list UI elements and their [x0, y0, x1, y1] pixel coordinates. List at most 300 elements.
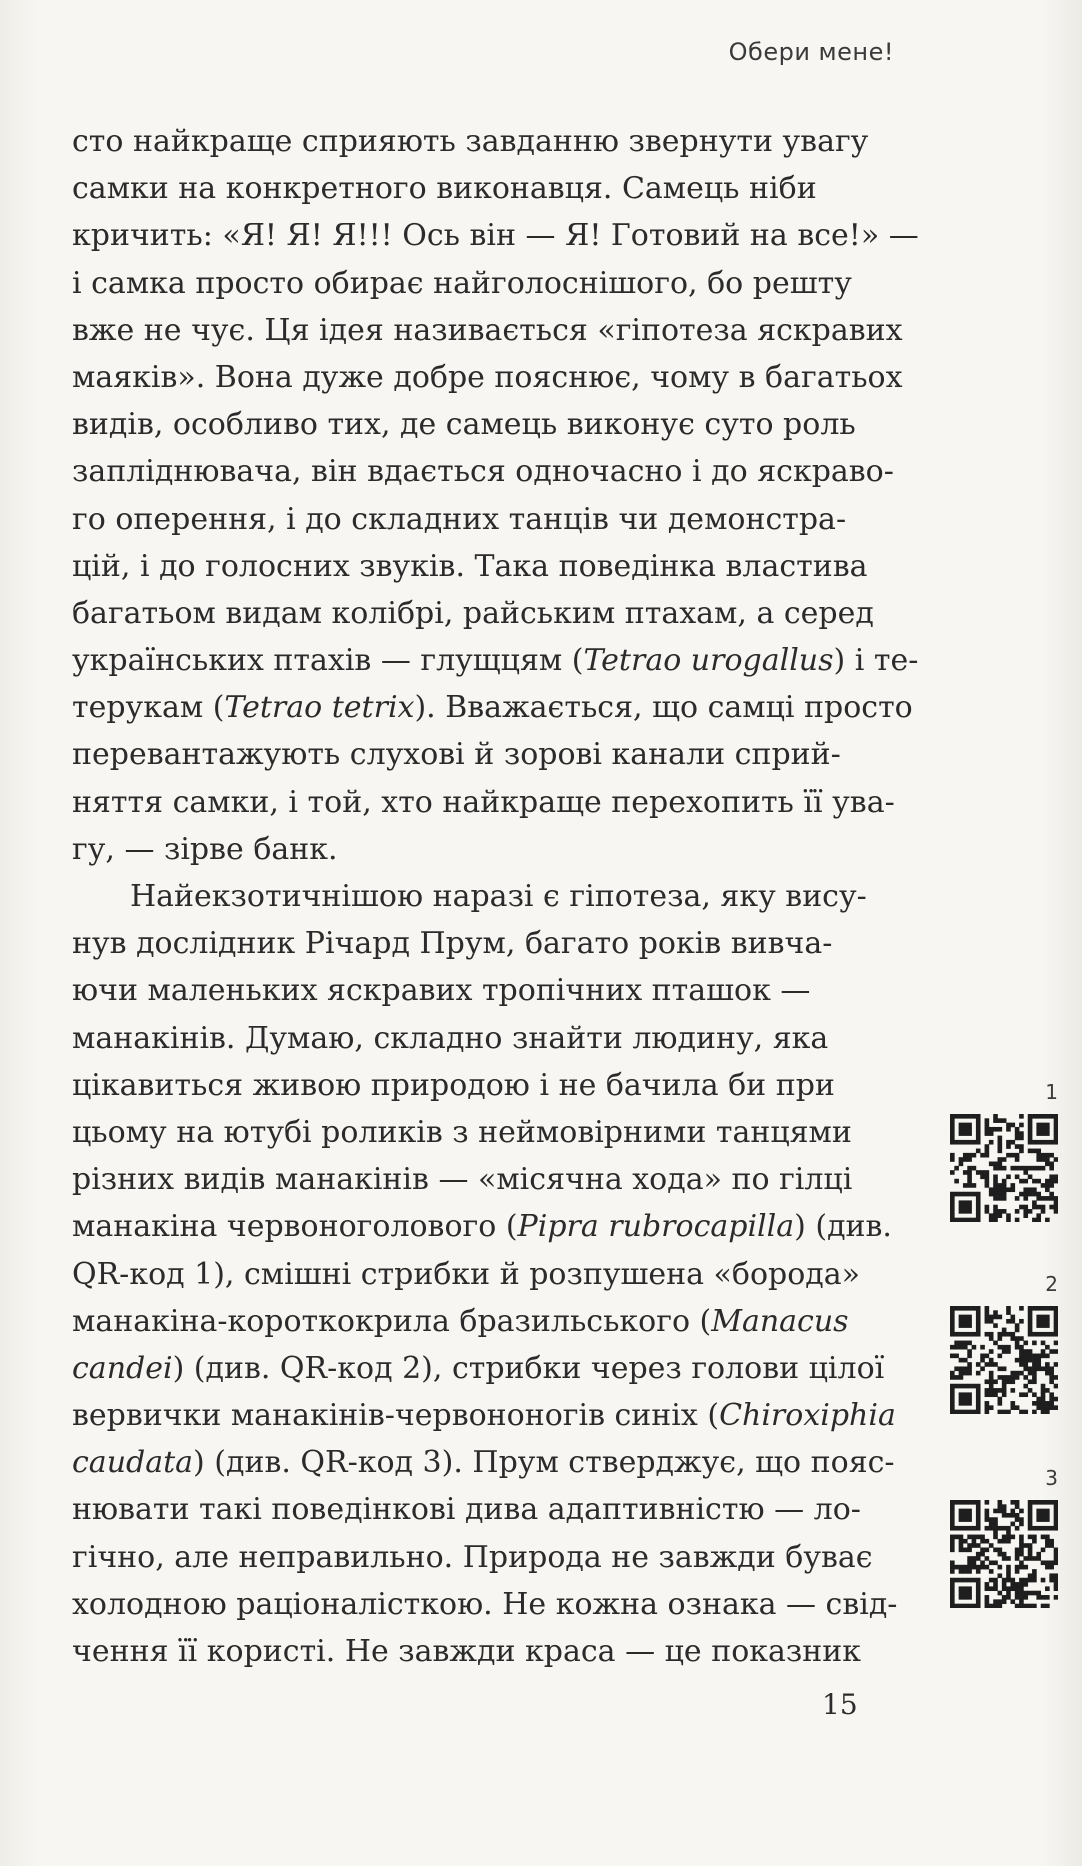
text-line: [72, 1486, 902, 1533]
qr-module: [950, 1522, 955, 1527]
qr-module: [1010, 1123, 1015, 1128]
qr-module: [976, 1591, 981, 1596]
text-line: [72, 826, 902, 873]
qr-module: [963, 1604, 968, 1608]
qr-module: [967, 1392, 972, 1397]
qr-module: [1028, 1388, 1033, 1393]
qr-module: [1049, 1565, 1054, 1570]
qr-module: [967, 1509, 972, 1514]
qr-module: [976, 1362, 981, 1367]
qr-module: [1041, 1560, 1046, 1565]
qr-module: [1045, 1196, 1050, 1201]
qr-module: [980, 1366, 985, 1371]
qr-module: [985, 1604, 990, 1608]
qr-module: [950, 1118, 955, 1123]
qr-module: [959, 1375, 964, 1380]
text-line: [72, 354, 902, 401]
text-line: [72, 590, 902, 637]
qr-module: [1041, 1595, 1046, 1600]
text-line: [72, 684, 913, 731]
qr-module: [1045, 1500, 1050, 1505]
qr-module: [959, 1315, 964, 1320]
qr-module: [1015, 1358, 1020, 1363]
qr-module: [976, 1118, 981, 1123]
qr-module: [959, 1140, 964, 1145]
qr-module: [972, 1604, 977, 1608]
qr-module: [1045, 1319, 1050, 1324]
qr-module: [1023, 1170, 1028, 1175]
text-span: вже не чує. Ця ідея називається «гіпотеза яскравих: [72, 312, 903, 348]
qr-module: [1028, 1573, 1033, 1578]
qr-module: [959, 1306, 964, 1311]
qr-module: [1019, 1192, 1024, 1197]
text-span: холодною раціоналісткою. Не кожна ознака — свід-: [72, 1586, 898, 1622]
qr-module: [959, 1192, 964, 1197]
qr-module: [972, 1539, 977, 1544]
qr-module: [1015, 1569, 1020, 1574]
qr-module: [989, 1392, 994, 1397]
qr-module: [950, 1218, 955, 1222]
qr-module: [1019, 1114, 1024, 1119]
qr-module: [1041, 1196, 1046, 1201]
text-span: гу, — зірве банк.: [72, 831, 338, 867]
qr-module: [972, 1384, 977, 1389]
qr-module: [989, 1127, 994, 1132]
qr-module: [993, 1586, 998, 1591]
qr-module: [1032, 1341, 1037, 1346]
qr-module: [1023, 1366, 1028, 1371]
qr-module: [1002, 1166, 1007, 1171]
qr-module: [1054, 1522, 1058, 1527]
qr-module: [1032, 1366, 1037, 1371]
qr-module: [1036, 1179, 1041, 1184]
qr-module: [1054, 1306, 1058, 1311]
qr-module: [1023, 1604, 1028, 1608]
qr-module: [963, 1323, 968, 1328]
qr-module: [1054, 1504, 1058, 1509]
qr-module: [980, 1358, 985, 1363]
qr-module: [1019, 1543, 1024, 1548]
qr-module: [989, 1315, 994, 1320]
qr-module: [967, 1315, 972, 1320]
qr-module: [959, 1591, 964, 1596]
qr-module: [976, 1131, 981, 1136]
qr-module: [1023, 1205, 1028, 1210]
qr-module: [1006, 1556, 1011, 1561]
qr-module: [967, 1526, 972, 1531]
qr-module: [1015, 1604, 1020, 1608]
qr-module: [985, 1310, 990, 1315]
qr-module: [1041, 1127, 1046, 1132]
qr-module: [1054, 1323, 1058, 1328]
qr-module: [976, 1123, 981, 1128]
qr-module: [1041, 1166, 1046, 1171]
qr-module: [985, 1509, 990, 1514]
qr-module: [1054, 1332, 1058, 1337]
qr-module: [1045, 1315, 1050, 1320]
qr-module: [1002, 1332, 1007, 1337]
qr-module: [963, 1306, 968, 1311]
qr-module: [950, 1375, 955, 1380]
qr-module: [967, 1319, 972, 1324]
qr-module: [980, 1153, 985, 1158]
qr-module: [1036, 1192, 1041, 1197]
qr-module: [954, 1375, 959, 1380]
qr-module: [1015, 1328, 1020, 1333]
qr-module: [1045, 1405, 1050, 1410]
qr-module: [1028, 1517, 1033, 1522]
qr-module: [1006, 1379, 1011, 1384]
qr-module: [1028, 1131, 1033, 1136]
qr-module: [1045, 1560, 1050, 1565]
qr-module: [954, 1179, 959, 1184]
qr-module: [998, 1183, 1003, 1188]
qr-module: [1049, 1539, 1054, 1544]
qr-module: [1054, 1157, 1058, 1162]
qr-module: [1028, 1349, 1033, 1354]
qr-module: [998, 1192, 1003, 1197]
qr-module: [998, 1166, 1003, 1171]
qr-module: [1002, 1209, 1007, 1214]
qr-module: [967, 1218, 972, 1222]
qr-module: [950, 1513, 955, 1518]
text-line: [72, 967, 902, 1014]
qr-module: [950, 1328, 955, 1333]
qr-module: [985, 1127, 990, 1132]
qr-module: [1002, 1179, 1007, 1184]
qr-module: [989, 1332, 994, 1337]
qr-module: [1041, 1401, 1046, 1406]
qr-module: [1006, 1513, 1011, 1518]
qr-module: [967, 1131, 972, 1136]
qr-module: [967, 1192, 972, 1197]
qr-module: [1028, 1140, 1033, 1145]
qr-module: [1006, 1153, 1011, 1158]
qr-module: [963, 1170, 968, 1175]
qr-module: [950, 1384, 955, 1389]
qr-module: [967, 1200, 972, 1205]
qr-module: [972, 1556, 977, 1561]
qr-module: [1041, 1205, 1046, 1210]
qr-module: [985, 1332, 990, 1337]
qr-module: [950, 1539, 955, 1544]
qr-module: [1045, 1543, 1050, 1548]
qr-module: [963, 1183, 968, 1188]
qr-module: [1028, 1328, 1033, 1333]
latin-species-name: Tetrao urogallus: [583, 643, 834, 679]
qr-module: [963, 1332, 968, 1337]
qr-module: [1023, 1354, 1028, 1359]
qr-module: [993, 1341, 998, 1346]
qr-module: [998, 1118, 1003, 1123]
qr-module: [1019, 1354, 1024, 1359]
qr-code-label: 2: [1045, 1272, 1058, 1296]
qr-module: [972, 1526, 977, 1531]
qr-module: [1049, 1573, 1054, 1578]
qr-module: [1010, 1586, 1015, 1591]
qr-module: [1049, 1166, 1054, 1171]
qr-module: [985, 1209, 990, 1214]
qr-module: [1036, 1319, 1041, 1324]
qr-module: [1023, 1362, 1028, 1367]
qr-module: [1054, 1174, 1058, 1179]
qr-module: [950, 1354, 955, 1359]
qr-module: [1054, 1595, 1058, 1600]
qr-module: [1045, 1586, 1050, 1591]
qr-module: [976, 1405, 981, 1410]
qr-module: [976, 1388, 981, 1393]
text-span: терукам (: [72, 690, 225, 726]
qr-module: [993, 1509, 998, 1514]
qr-module: [1002, 1157, 1007, 1162]
qr-module: [967, 1371, 972, 1376]
qr-module: [1010, 1513, 1015, 1518]
qr-module: [1023, 1578, 1028, 1583]
text-line: [72, 1581, 902, 1628]
text-span: ) (див. QR-код 3). Прум стверджує, що пояс-: [193, 1445, 895, 1481]
qr-module: [1054, 1513, 1058, 1518]
qr-module: [1036, 1306, 1041, 1311]
text-line: [72, 1439, 902, 1486]
text-span: маяків». Вона дуже добре пояснює, чому в багатьох: [72, 359, 903, 395]
qr-module: [998, 1149, 1003, 1154]
qr-module: [972, 1332, 977, 1337]
qr-module: [1019, 1591, 1024, 1596]
qr-module: [967, 1397, 972, 1402]
qr-module: [1023, 1213, 1028, 1218]
qr-module: [1028, 1127, 1033, 1132]
qr-module: [993, 1388, 998, 1393]
qr-module: [976, 1319, 981, 1324]
qr-module: [993, 1114, 998, 1119]
qr-module: [993, 1179, 998, 1184]
qr-module: [1019, 1586, 1024, 1591]
qr-module: [1002, 1192, 1007, 1197]
qr-module: [959, 1157, 964, 1162]
qr-module: [980, 1174, 985, 1179]
qr-module: [963, 1595, 968, 1600]
qr-module: [1054, 1582, 1058, 1587]
qr-module: [1054, 1315, 1058, 1320]
qr-module: [1015, 1174, 1020, 1179]
qr-module: [1019, 1319, 1024, 1324]
qr-module: [959, 1578, 964, 1583]
qr-module: [959, 1205, 964, 1210]
qr-module: [1041, 1526, 1046, 1531]
qr-module: [1054, 1573, 1058, 1578]
qr-module: [989, 1213, 994, 1218]
qr-module: [993, 1166, 998, 1171]
qr-module: [976, 1192, 981, 1197]
latin-species-name: Manacus: [711, 1303, 849, 1339]
qr-module: [1054, 1114, 1058, 1119]
qr-module: [1019, 1336, 1024, 1341]
qr-module: [1002, 1586, 1007, 1591]
qr-module: [976, 1513, 981, 1518]
qr-module: [1041, 1500, 1046, 1505]
qr-module: [1049, 1306, 1054, 1311]
qr-module: [972, 1153, 977, 1158]
qr-code-image: [950, 1500, 1058, 1608]
qr-module: [1015, 1513, 1020, 1518]
qr-module: [998, 1591, 1003, 1596]
qr-module: [998, 1354, 1003, 1359]
qr-module: [1019, 1539, 1024, 1544]
qr-module: [1049, 1332, 1054, 1337]
qr-module: [967, 1535, 972, 1540]
qr-module: [1006, 1213, 1011, 1218]
qr-module: [976, 1552, 981, 1557]
qr-module: [985, 1379, 990, 1384]
qr-module: [1032, 1200, 1037, 1205]
qr-module: [1032, 1604, 1037, 1608]
qr-module: [1054, 1560, 1058, 1565]
qr-module: [1002, 1599, 1007, 1604]
qr-module: [1049, 1397, 1054, 1402]
qr-module: [972, 1306, 977, 1311]
qr-module: [976, 1332, 981, 1337]
qr-module: [963, 1539, 968, 1544]
qr-module: [1006, 1573, 1011, 1578]
qr-module: [1015, 1375, 1020, 1380]
qr-module: [1023, 1384, 1028, 1389]
qr-module: [1023, 1582, 1028, 1587]
qr-module: [1045, 1345, 1050, 1350]
qr-module: [1015, 1405, 1020, 1410]
qr-module: [967, 1170, 972, 1175]
text-span: цікавиться живою природою і не бачила би при: [72, 1067, 835, 1103]
qr-module: [954, 1578, 959, 1583]
qr-module: [1015, 1323, 1020, 1328]
qr-module: [1010, 1371, 1015, 1376]
qr-module: [1036, 1591, 1041, 1596]
qr-module: [1019, 1306, 1024, 1311]
qr-module: [993, 1517, 998, 1522]
qr-module: [1028, 1136, 1033, 1141]
qr-module: [963, 1526, 968, 1531]
qr-module: [976, 1569, 981, 1574]
qr-module: [950, 1127, 955, 1132]
qr-module: [963, 1114, 968, 1119]
qr-module: [976, 1205, 981, 1210]
qr-module: [976, 1371, 981, 1376]
qr-code-3[interactable]: [950, 1466, 1060, 1608]
qr-module: [1023, 1196, 1028, 1201]
qr-module: [985, 1319, 990, 1324]
qr-module: [959, 1526, 964, 1531]
qr-code-label: 3: [1045, 1466, 1058, 1490]
qr-module: [976, 1509, 981, 1514]
qr-module: [1054, 1131, 1058, 1136]
qr-module: [993, 1205, 998, 1210]
qr-module: [985, 1388, 990, 1393]
qr-module: [1019, 1349, 1024, 1354]
qr-module: [976, 1535, 981, 1540]
qr-module: [998, 1397, 1003, 1402]
qr-module: [950, 1205, 955, 1210]
qr-module: [1049, 1375, 1054, 1380]
qr-module: [954, 1384, 959, 1389]
qr-module: [950, 1586, 955, 1591]
qr-module: [1015, 1517, 1020, 1522]
qr-module: [959, 1114, 964, 1119]
qr-module: [985, 1149, 990, 1154]
qr-module: [1015, 1504, 1020, 1509]
qr-module: [967, 1578, 972, 1583]
qr-module: [1032, 1332, 1037, 1337]
qr-module: [1010, 1336, 1015, 1341]
qr-module: [1049, 1162, 1054, 1167]
qr-module: [1045, 1114, 1050, 1119]
qr-module: [993, 1392, 998, 1397]
qr-module: [1010, 1509, 1015, 1514]
text-span: няття самки, і той, хто найкраще перехопить її ува-: [72, 784, 895, 820]
qr-module: [985, 1548, 990, 1553]
qr-module: [950, 1405, 955, 1410]
qr-module: [1019, 1144, 1024, 1149]
qr-module: [1041, 1366, 1046, 1371]
qr-module: [1028, 1591, 1033, 1596]
qr-module: [1015, 1196, 1020, 1201]
qr-module: [985, 1539, 990, 1544]
qr-module: [1015, 1127, 1020, 1132]
qr-module: [959, 1218, 964, 1222]
qr-module: [1054, 1349, 1058, 1354]
text-line: [72, 1534, 902, 1581]
qr-module: [985, 1595, 990, 1600]
qr-module: [976, 1170, 981, 1175]
qr-code-1[interactable]: [950, 1080, 1060, 1222]
qr-module: [993, 1174, 998, 1179]
qr-module: [998, 1539, 1003, 1544]
qr-module: [954, 1535, 959, 1540]
qr-module: [1028, 1358, 1033, 1363]
qr-module: [963, 1513, 968, 1518]
qr-module: [1049, 1192, 1054, 1197]
qr-module: [976, 1556, 981, 1561]
qr-module: [998, 1127, 1003, 1132]
qr-module: [1036, 1213, 1041, 1218]
qr-module: [950, 1209, 955, 1214]
qr-module: [1045, 1401, 1050, 1406]
qr-module: [1010, 1187, 1015, 1192]
qr-module: [1032, 1362, 1037, 1367]
qr-module: [998, 1196, 1003, 1201]
text-line: [72, 401, 902, 448]
qr-module: [1028, 1578, 1033, 1583]
qr-module: [1054, 1136, 1058, 1141]
qr-module: [959, 1123, 964, 1128]
qr-module: [1015, 1157, 1020, 1162]
qr-module: [1041, 1513, 1046, 1518]
text-span: гічно, але неправильно. Природа не завжди буває: [72, 1539, 873, 1575]
qr-module: [985, 1405, 990, 1410]
qr-module: [950, 1323, 955, 1328]
qr-module: [954, 1140, 959, 1145]
qr-code-2[interactable]: [950, 1272, 1060, 1414]
latin-species-name: candei: [72, 1350, 173, 1386]
qr-module: [967, 1604, 972, 1608]
qr-module: [959, 1392, 964, 1397]
qr-module: [989, 1218, 994, 1222]
qr-module: [967, 1174, 972, 1179]
text-line: [72, 1251, 902, 1298]
qr-module: [950, 1582, 955, 1587]
qr-module: [1028, 1526, 1033, 1531]
qr-module: [1036, 1358, 1041, 1363]
qr-module: [993, 1310, 998, 1315]
text-span: Найекзотичнішою наразі є гіпотеза, яку вису-: [130, 879, 867, 914]
